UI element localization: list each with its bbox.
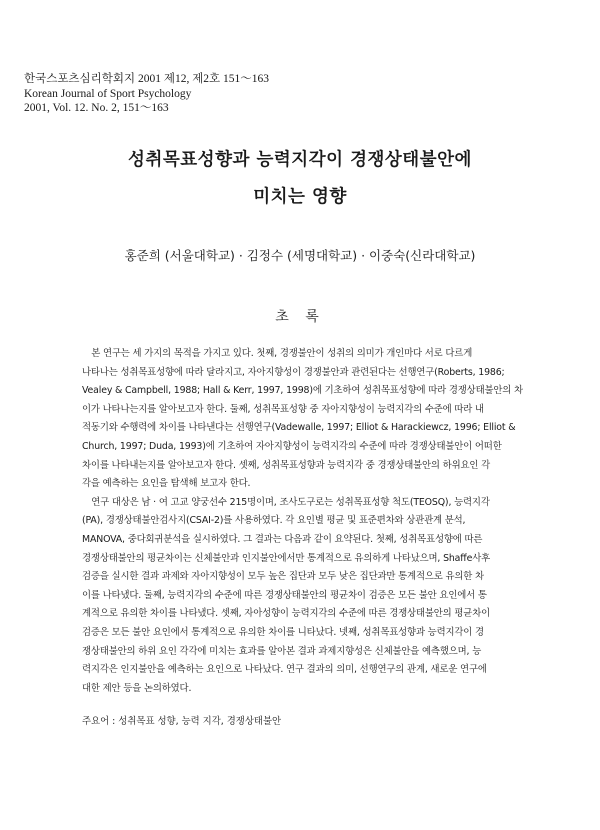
- abstract-line: Vealey & Campbell, 1988; Hall & Kerr, 1997, 1998)에 기초하여 성취목표성향에 따라 경쟁상태불안의 차: [82, 385, 523, 397]
- abstract-body: [82, 345, 524, 698]
- paper-title-line-2: 미치는 영향: [253, 187, 347, 207]
- abstract-line: 쟁상태불안의 하위 요인 각각에 미치는 효과를 알아본 결과 과제지향성은 신체불안을 예측했으며, 능: [82, 645, 482, 657]
- paper-title-line-1: 성취목표성향과 능력지각이 경쟁상태불안에: [128, 150, 472, 170]
- abstract-line: 연구 대상은 남 · 여 고교 양궁선수 215명이며, 조사도구로는 성취목표성향 척도(TEOSQ), 능력지각: [82, 496, 490, 508]
- abstract-line: 이가 나타나는지를 알아보고자 한다. 둘째, 성취목표성향 중 자아지향성이 능력지각의 수준에 따라 내: [82, 403, 484, 415]
- abstract-heading: 초 록: [275, 309, 325, 325]
- abstract-line: MANOVA, 중다회귀분석을 실시하였다. 그 결과는 다음과 같이 요약된다. 첫째, 성취목표성향에 따른: [82, 533, 483, 545]
- abstract-line: (PA), 경쟁상태불안검사지(CSAI-2)를 사용하였다. 각 요인별 평균 및 표준편차와 상관관계 분석,: [82, 515, 466, 527]
- abstract-line: 력지각은 인지불안을 예측하는 요인으로 나타났다. 연구 결과의 의미, 선행연구의 관계, 새로운 연구에: [82, 664, 487, 676]
- paper-title: [0, 142, 600, 216]
- abstract-line: 차이를 나타내는지를 알아보고자 한다. 셋째, 성취목표성향과 능력지각 중 경쟁상태불안의 하위요인 각: [82, 459, 491, 471]
- journal-info: [24, 72, 269, 116]
- abstract-line: Church, 1997; Duda, 1993)에 기초하여 자아지향성이 능력지각의 수준에 따라 경쟁상태불안이 어떠한: [82, 440, 502, 452]
- keywords: 주요어 : 성취목표 성향, 능력 지각, 경쟁상태불안: [82, 716, 282, 727]
- authors: 홍준희 (서울대학교) · 김정수 (세명대학교) · 이중숙(신라대학교): [124, 248, 476, 263]
- abstract-line: 이를 나타냈다. 둘째, 능력지각의 수준에 따른 경쟁상태불안의 평균차이 검증은 모든 불안 요인에서 통: [82, 589, 487, 601]
- journal-info-volume: 2001, Vol. 12. No. 2, 151～163: [24, 102, 169, 114]
- abstract-line: 적동기와 수행력에 차이를 나타낸다는 선행연구(Vadewalle, 1997; Elliot & Harackiewcz, 1996; Elliot &: [82, 422, 516, 434]
- abstract-line: 본 연구는 세 가지의 목적을 가지고 있다. 첫째, 경쟁불안이 성취의 의미가 개인마다 서로 다르게: [82, 348, 473, 359]
- journal-info-korean: 한국스포츠심리학회지 2001 제12, 제2호 151～163: [24, 73, 270, 85]
- journal-info-english: Korean Journal of Sport Psychology: [24, 87, 192, 100]
- abstract-line: 나타나는 성취목표성향에 따라 달라지고, 자아지향성이 경쟁불안과 관련된다는 선행연구(Roberts, 1986;: [82, 366, 505, 378]
- abstract-line: 대한 제안 등을 논의하였다.: [82, 682, 192, 694]
- abstract-line: 검증은 모든 불안 요인에서 통계적으로 유의한 차이를 니타났다. 넷째, 성취목표성향과 능력지각이 경: [82, 626, 484, 638]
- abstract-line: 계적으로 유의한 차이를 나타냈다. 셋째, 자아성향이 능력지각의 수준에 따른 경쟁상태불안의 평균차이: [82, 608, 491, 620]
- abstract-line: 각을 예측하는 요인을 탐색해 보고자 한다.: [82, 478, 251, 490]
- abstract-line: 경쟁상태불안의 평균차이는 신체불안과 인지불안에서만 통계적으로 유의하게 나타났으며, Shaffe사후: [82, 552, 491, 564]
- abstract-line: 검증을 실시한 결과 과제와 자아지향성이 모두 높은 집단과 모두 낮은 집단과만 통계적으로 유의한 차: [82, 571, 484, 583]
